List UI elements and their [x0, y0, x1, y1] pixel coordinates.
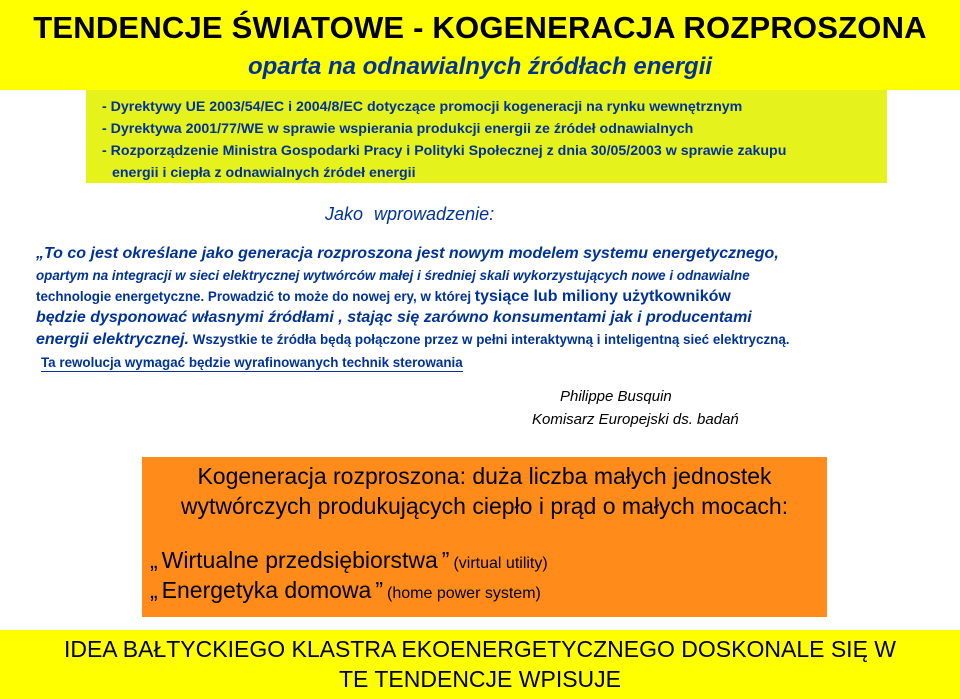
quote-fragment: technologie energetyczne.: [36, 289, 208, 304]
quote-fragment: Wszystkie te źródła będą połączone przez w pełni interaktywną i inteligentną sieć elektryczną.: [188, 332, 790, 347]
item-name: Wirtualne przedsiębiorstwa: [161, 547, 438, 573]
orange-title-line: wytwórczych produkujących ciepło i prąd o małych mocach:: [180, 493, 789, 519]
close-quote: ”: [375, 577, 384, 603]
quote-emphasis: energii elektrycznej.: [36, 331, 189, 348]
quote-line: [36, 286, 941, 307]
orange-list-item: [150, 547, 548, 574]
quote-fragment: Prowadzić to może do nowej ery, w której: [207, 289, 475, 304]
orange-list-item: [150, 577, 541, 604]
item-english: (home power system): [387, 585, 541, 602]
quote-line: opartym na integracji w sieci elektrycznej wytwórców małej i średniej skali wykorzystujących nowe i odnawialne: [36, 268, 750, 283]
directive-item: - Dyrektywa 2001/77/WE w sprawie wspierania produkcji energii ze źródeł odnawialnych: [102, 121, 694, 137]
directive-item: - Rozporządzenie Ministra Gospodarki Pracy i Polityki Społecznej z dnia 30/05/2003 w sprawie zakupu: [102, 143, 787, 159]
open-quote: „: [150, 577, 158, 603]
page-subtitle: oparta na odnawialnych źródłach energii: [247, 53, 713, 80]
close-quote: ”: [441, 547, 450, 573]
directive-item-continuation: energii i ciepła z odnawialnych źródeł energii: [112, 165, 416, 181]
orange-box-title: [142, 461, 827, 521]
quote-line: będzie dysponować własnymi źródłami , stając się zarówno konsumentami jak i producentami: [36, 309, 752, 326]
open-quote: „: [150, 547, 158, 573]
item-english: (virtual utility): [453, 555, 548, 572]
author-role: Komisarz Europejski ds. badań: [532, 411, 739, 428]
quote-line: „To co jest określane jako generacja rozproszona jest nowym modelem systemu energetycznego,: [36, 245, 779, 262]
orange-title-line: Kogeneracja rozproszona: duża liczba małych jednostek: [197, 463, 772, 489]
directive-item: - Dyrektywy UE 2003/54/EC i 2004/8/EC dotyczące promocji kogeneracji na rynku wewnętrznym: [102, 99, 743, 115]
directives-box: [86, 90, 887, 183]
quote-closing-line: Ta rewolucja wymagać będzie wyrafinowanych technik sterowania: [41, 355, 463, 370]
bottom-statement: [0, 634, 960, 694]
intro-label: Jako wprowadzenie:: [325, 204, 495, 224]
author-name: Philippe Busquin: [560, 388, 672, 405]
quote-line: [36, 329, 941, 351]
item-name: Energetyka domowa: [161, 577, 372, 603]
bottom-line: IDEA BAŁTYCKIEGO KLASTRA EKOENERGETYCZNEGO DOSKONALE SIĘ W: [63, 636, 897, 662]
quote-emphasis: tysiące lub miliony użytkowników: [474, 288, 731, 305]
page-title: TENDENCJE ŚWIATOWE - KOGENERACJA ROZPROSZONA: [33, 10, 927, 45]
quote-paragraph: [36, 243, 941, 351]
bottom-line: TE TENDENCJE WPISUJE: [339, 666, 621, 692]
